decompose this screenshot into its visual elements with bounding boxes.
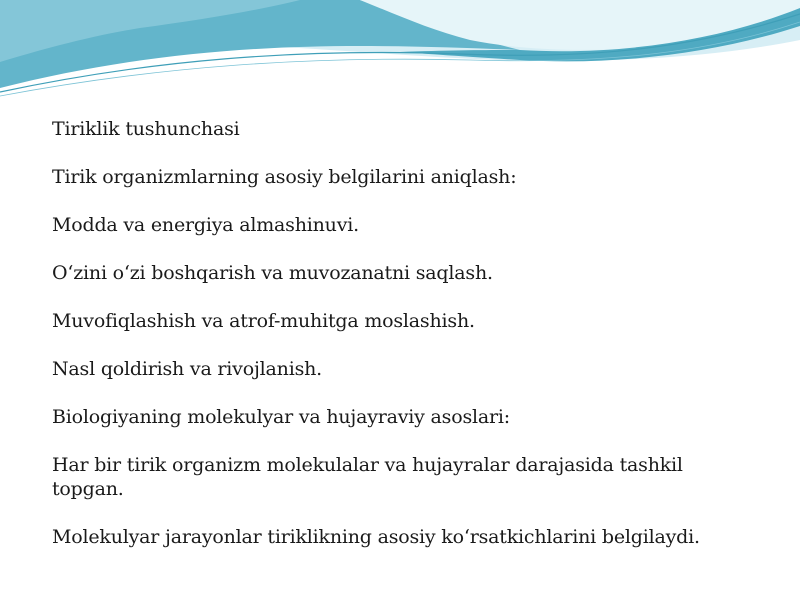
header-wave-decoration [0, 0, 800, 110]
list-item: Nasl qoldirish va rivojlanish. [52, 358, 322, 380]
list-item: O‘zini o‘zi boshqarish va muvozanatni saqlash. [52, 262, 493, 284]
list-item: Modda va energiya almashinuvi. [52, 214, 359, 236]
section-heading: Biologiyaning molekulyar va hujayraviy asoslari: [52, 406, 510, 428]
slide-title: Tiriklik tushunchasi [52, 118, 240, 140]
slide-content [52, 117, 752, 573]
list-item: Muvofiqlashish va atrof-muhitga moslashish. [52, 310, 475, 332]
section-heading: Tirik organizmlarning asosiy belgilarini aniqlash: [52, 166, 517, 188]
list-item: Molekulyar jarayonlar tiriklikning asosiy ko‘rsatkichlarini belgilaydi. [52, 526, 700, 548]
list-item: Har bir tirik organizm molekulalar va hujayralar darajasida tashkil topgan. [52, 454, 683, 500]
